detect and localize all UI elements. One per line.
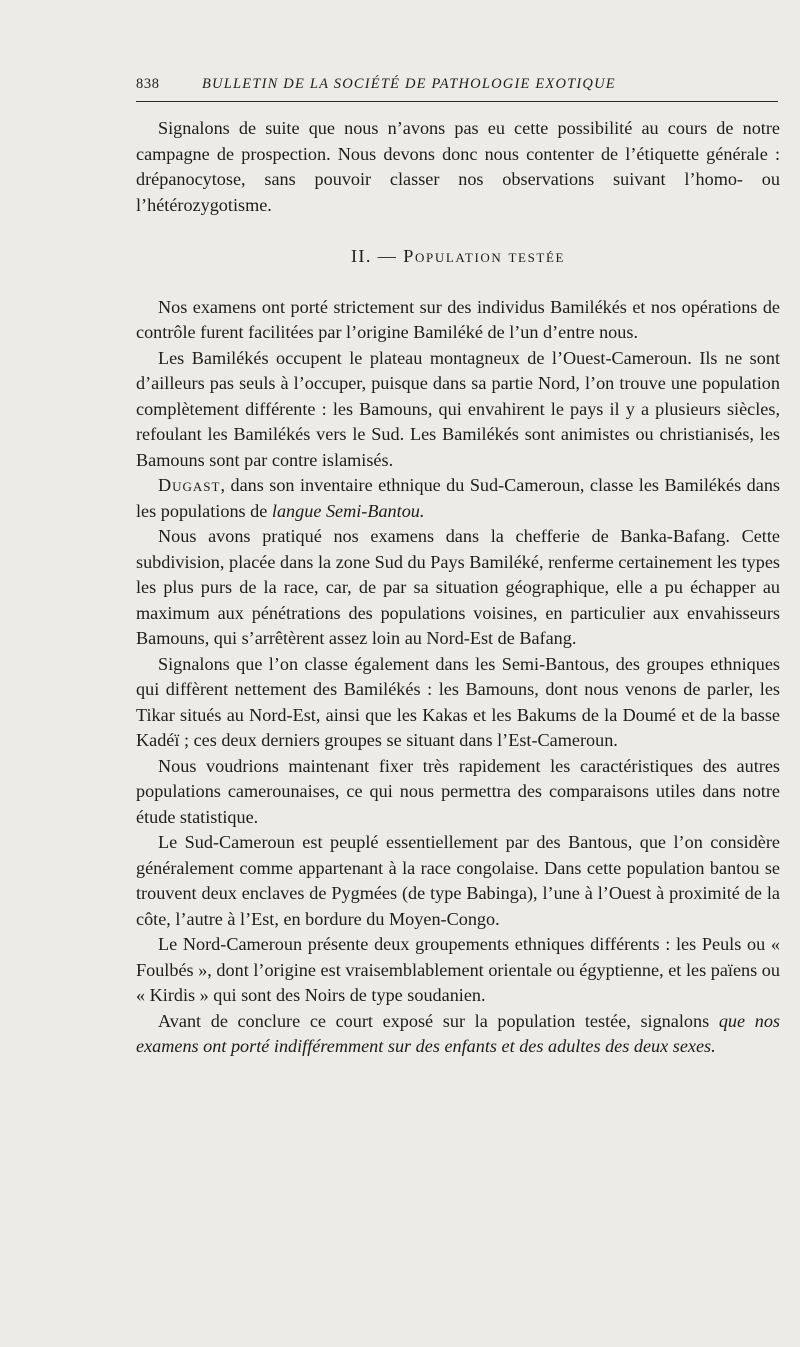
paragraph-7: Le Sud-Cameroun est peuplé essentiellement par des Bantous, que l’on considère généralement comme appartenant à la race congolaise. Dans cette population bantou se trouvent deux enclaves de Pygmées (de type Babinga), l’une à l’Ouest à proximité de la côte, l’autre à l’Est, en bordure du Moyen-Congo. (136, 832, 780, 929)
section-title: Population testée (403, 246, 566, 266)
running-head (136, 76, 780, 100)
paragraph-8: Le Nord-Cameroun présente deux groupements ethniques différents : les Peuls ou « Foulbés », dont l’origine est vraisemblablement orientale ou égyptienne, et les païens ou « Kirdis » qui sont des Noirs de type soudanien. (136, 934, 780, 1005)
paragraph-3-text: , dans son inventaire ethnique du Sud-Cameroun, classe les Bamilékés dans les populations de (136, 475, 780, 521)
paragraph-6: Nous voudrions maintenant fixer très rapidement les caractéristiques des autres populations camerounaises, ce qui nous permettra des comparaisons utiles dans notre étude statistique. (136, 755, 780, 827)
header-rule (136, 101, 778, 102)
body-text (136, 116, 780, 1060)
paragraph-1: Nos examens ont porté strictement sur des individus Bamilékés et nos opérations de contrôle furent facilitées par l’origine Bamiléké de l’un d’entre nous. (136, 296, 780, 342)
paragraph-3 (136, 473, 780, 524)
paragraph-5: Signalons que l’on classe également dans les Semi-Bantous, des groupes ethniques qui diffèrent nettement des Bamilékés : les Bamouns, dont nous venons de parler, les Tikar situés au Nord-Est, ainsi que les Kakas et les Bakums de la Doumé et de la basse Kadéï ; ces deux derniers groupes se situant dans l’Est-Cameroun. (136, 653, 780, 750)
journal-title: BULLETIN DE LA SOCIÉTÉ DE PATHOLOGIE EXOTIQUE (202, 76, 616, 92)
paragraph-9-emphasis: que nos examens ont porté indifféremment sur des enfants et des adultes des deux sexes. (136, 1010, 781, 1056)
author-name: Dugast (158, 475, 221, 495)
paragraph-2: Les Bamilékés occupent le plateau montagneux de l’Ouest-Cameroun. Ils ne sont d’ailleurs pas seuls à l’occuper, puisque dans sa partie Nord, l’on trouve une population complètement différente : les Bamouns, qui envahirent le pays il y a plusieurs siècles, refoulant les Bamilékés vers le Sud. Les Bamilékés sont animistes ou christianisés, les Bamouns sont par contre islamisés. (136, 347, 780, 470)
paragraph-4: Nous avons pratiqué nos examens dans la chefferie de Banka-Bafang. Cette subdivision, placée dans la zone Sud du Pays Bamiléké, renferme certainement les types les plus purs de la race, car, de par sa situation géographique, elle a pu échapper au maximum aux pénétrations des populations voisines, en particulier aux envahisseurs Bamouns, qui s’arrêtèrent assez loin au Nord-Est de Bafang. (136, 526, 780, 648)
intro-paragraph: Signalons de suite que nous n’avons pas eu cette possibilité au cours de notre campagne de prospection. Nous devons donc nous contenter de l’étiquette générale : drépanocytose, sans pouvoir classer nos observations suivant l’homo- ou l’hétérozygotisme. (136, 118, 780, 215)
page-number: 838 (136, 76, 160, 92)
section-heading (136, 244, 780, 270)
section-number: II. — (350, 246, 398, 266)
paragraph-3-emphasis: langue Semi-Bantou. (271, 500, 425, 521)
paragraph-9-text: Avant de conclure ce court exposé sur la population testée, signalons (158, 1010, 719, 1031)
paragraph-9 (136, 1009, 780, 1060)
